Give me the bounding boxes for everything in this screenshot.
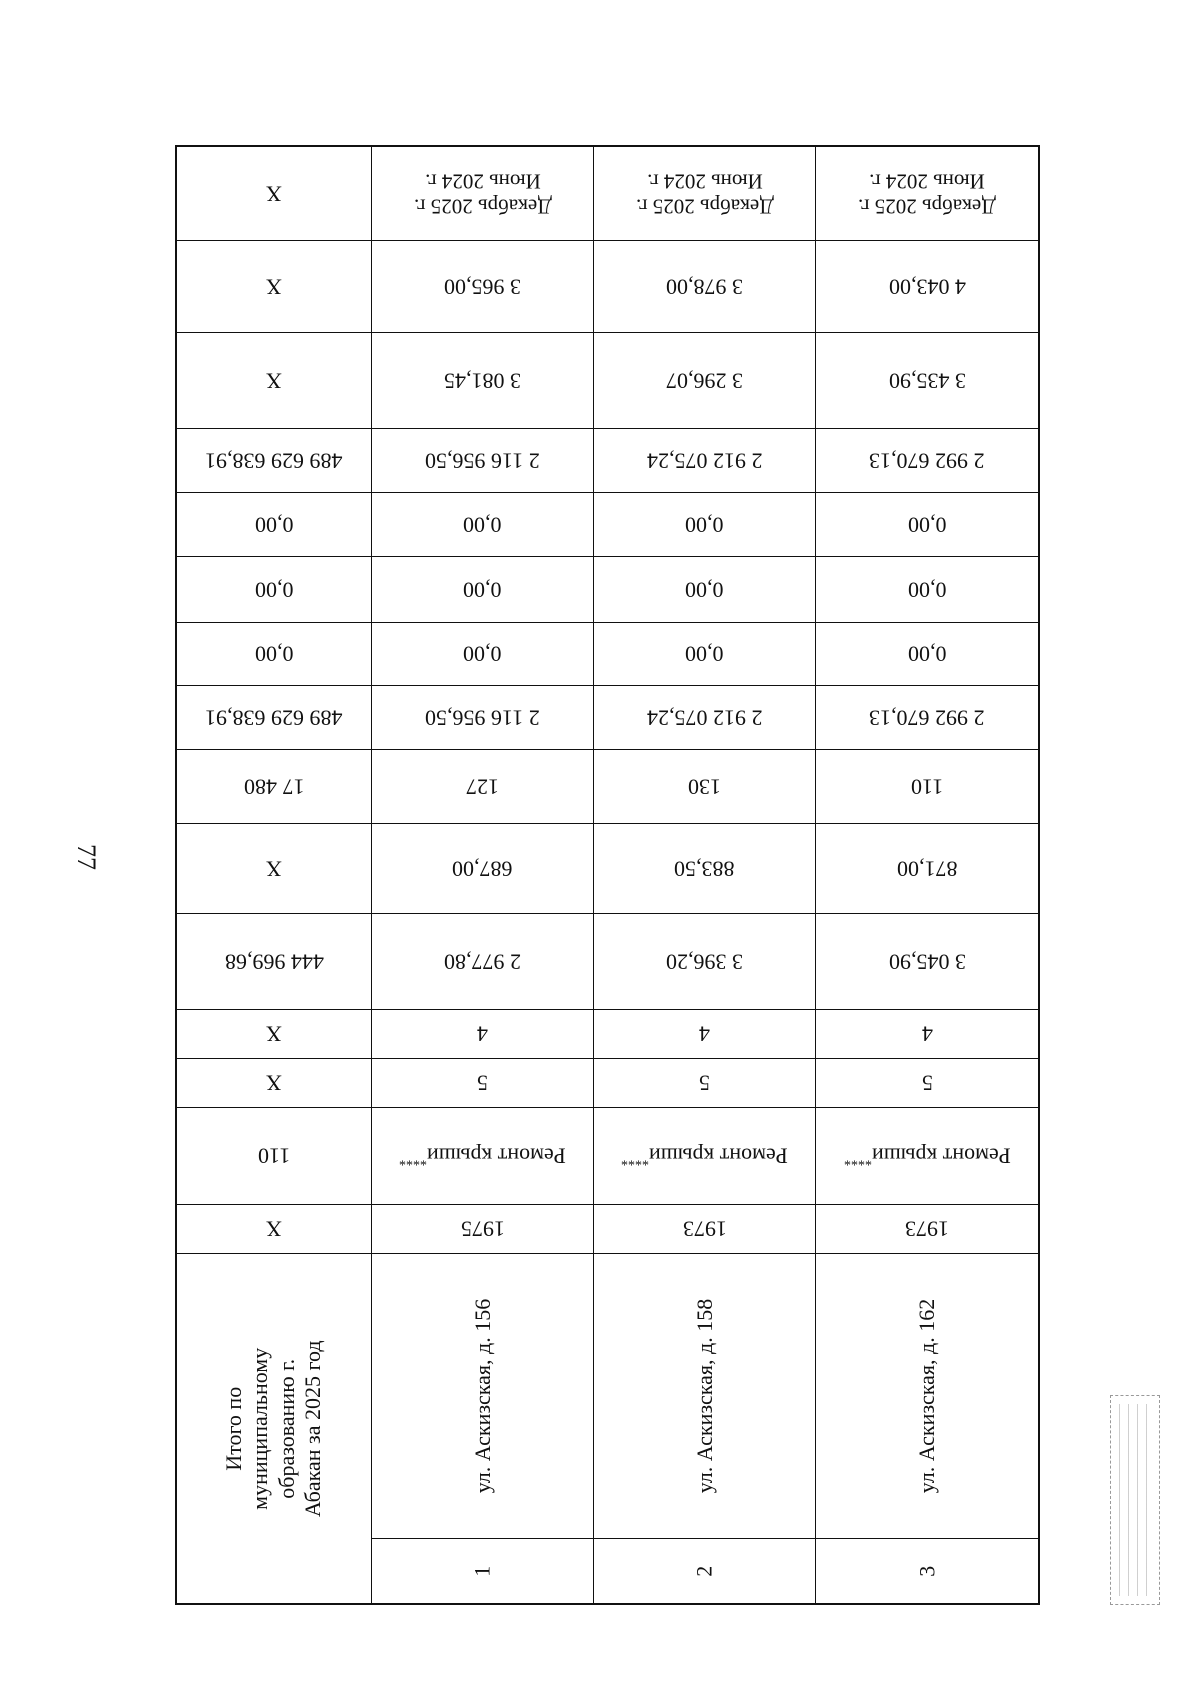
work-type: Ремонт крыши**** — [843, 1143, 1011, 1169]
value-3: 2 912 075,24 — [646, 448, 763, 474]
value-10: 3 045,90 — [888, 949, 966, 975]
value-8: 110 — [910, 774, 944, 800]
value-6: 0,00 — [907, 641, 947, 667]
value-7: 2 992 670,13 — [869, 705, 985, 731]
value-2: 3 435,90 — [888, 368, 966, 394]
total-v7: 489 629 638,91 — [205, 705, 343, 731]
total-v3: 489 629 638,91 — [205, 448, 343, 474]
value-1: 4 043,00 — [888, 274, 966, 300]
value-1: 3 965,00 — [444, 274, 521, 300]
total-v9: Х — [266, 856, 282, 882]
address: ул. Аскизская, д. 156 — [469, 1298, 495, 1494]
table-row — [372, 147, 594, 1603]
value-11: 4 — [699, 1021, 710, 1047]
total-v10: 444 969,68 — [224, 949, 324, 975]
work-type: Ремонт крыши**** — [399, 1143, 566, 1169]
build-year: 1973 — [905, 1216, 949, 1242]
total-schedule: Х — [266, 181, 282, 207]
value-2: 3 081,45 — [444, 368, 521, 394]
document-stamp — [1110, 1395, 1160, 1605]
value-7: 2 116 956,50 — [425, 705, 540, 731]
schedule: Декабрь 2025 г. Июнь 2024 г. — [635, 169, 774, 219]
value-10: 2 977,80 — [444, 949, 521, 975]
address: ул. Аскизская, д. 162 — [914, 1298, 939, 1494]
total-v11: Х — [266, 1021, 282, 1047]
row-number: 1 — [469, 1565, 495, 1577]
stamp-lines — [1119, 1404, 1151, 1596]
value-8: 130 — [688, 774, 721, 800]
value-6: 0,00 — [463, 641, 502, 667]
total-v2: Х — [266, 368, 282, 394]
value-12: 5 — [699, 1070, 710, 1096]
value-2: 3 296,07 — [666, 368, 743, 394]
table-row — [594, 147, 816, 1603]
schedule: Декабрь 2025 г. Июнь 2024 г. — [413, 169, 552, 219]
total-v8: 17 480 — [243, 774, 305, 800]
repair-table — [175, 145, 1040, 1605]
value-8: 127 — [466, 774, 499, 800]
value-4: 0,00 — [685, 512, 724, 538]
build-year: 1973 — [682, 1216, 727, 1242]
value-4: 0,00 — [907, 512, 947, 538]
value-12: 5 — [921, 1070, 933, 1096]
row-number: 2 — [691, 1565, 717, 1577]
value-9: 687,00 — [452, 856, 513, 882]
value-11: 4 — [921, 1021, 933, 1047]
value-9: 871,00 — [896, 856, 958, 882]
page-number: 77 — [72, 844, 101, 870]
address: ул. Аскизская, д. 158 — [691, 1298, 717, 1494]
total-v12: Х — [266, 1070, 282, 1096]
value-7: 2 912 075,24 — [646, 705, 763, 731]
value-3: 2 116 956,50 — [425, 448, 540, 474]
total-v5: 0,00 — [254, 577, 294, 603]
value-1: 3 978,00 — [666, 274, 743, 300]
value-11: 4 — [477, 1021, 488, 1047]
table-row — [816, 147, 1038, 1603]
value-3: 2 992 670,13 — [869, 448, 985, 474]
total-v4: 0,00 — [254, 512, 294, 538]
value-12: 5 — [477, 1070, 488, 1096]
total-label: Итого по муниципальному образованию г. Абакан за 2025 год — [221, 1340, 326, 1517]
total-work: 110 — [257, 1143, 291, 1169]
value-6: 0,00 — [685, 641, 724, 667]
build-year: 1975 — [460, 1216, 505, 1242]
total-year: Х — [266, 1216, 282, 1242]
row-number: 3 — [913, 1565, 939, 1577]
value-5: 0,00 — [907, 577, 947, 603]
total-row — [177, 147, 372, 1603]
value-10: 3 396,20 — [666, 949, 743, 975]
total-v6: 0,00 — [254, 641, 294, 667]
schedule: Декабрь 2025 г. Июнь 2024 г. — [858, 169, 996, 219]
value-5: 0,00 — [463, 577, 502, 603]
value-9: 883,50 — [674, 856, 735, 882]
total-v1: Х — [266, 274, 282, 300]
value-4: 0,00 — [463, 512, 502, 538]
work-type: Ремонт крыши**** — [621, 1143, 788, 1169]
value-5: 0,00 — [685, 577, 724, 603]
